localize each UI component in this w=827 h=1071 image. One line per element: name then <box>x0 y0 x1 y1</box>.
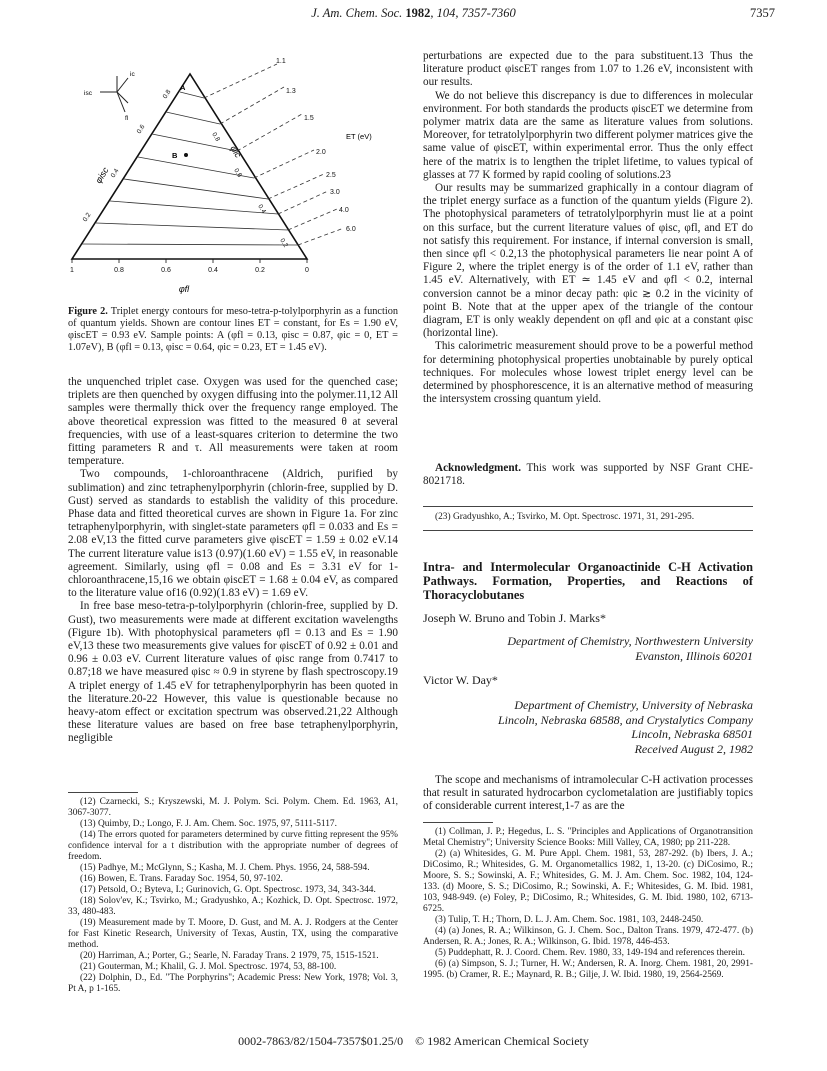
contour-label-3: 1.5 <box>304 115 314 122</box>
reference-item: (12) Czarnecki, S.; Kryszewski, M. J. Polym. Sci. Polym. Chem. Ed. 1963, A1, 3067-3077. <box>68 797 398 818</box>
contour-label-8: 6.0 <box>346 226 356 233</box>
reference-item: (13) Quimby, D.; Longo, F. J. Am. Chem. Soc. 1975, 97, 5111-5117. <box>80 819 337 829</box>
right-paragraph-1: perturbations are expected due to the para substituent.13 Thus the literature product φiscET ranges from 1.07 to 1.26 eV, inconsistent with our results. <box>423 50 753 89</box>
reference-23 <box>423 512 753 523</box>
reference-item: (4) (a) Jones, R. A.; Wilkinson, G. J. Chem. Soc., Dalton Trans. 1979, 472-477. (b) Andersen, R. A.; Jones, R. A.; Wilkinson, G. Ibid. 1978, 446-453. <box>423 926 753 947</box>
journal-name: J. Am. Chem. Soc. <box>311 6 403 20</box>
left-tick-1: 0.2 <box>81 211 93 224</box>
energy-axis-label: ET (eV) <box>346 132 372 141</box>
right-column-body <box>423 50 753 406</box>
journal-volume: 104 <box>436 6 456 20</box>
contour-label-1: 1.1 <box>276 58 286 65</box>
left-column-body <box>68 376 398 746</box>
footer-code: 0002-7863/82/1504-7357$01.25/0 <box>238 1034 404 1048</box>
reference-item: (21) Gouterman, M.; Khalil, G. J. Mol. Spectrosc. 1974, 53, 88-100. <box>80 962 337 972</box>
right-axis-label: φic <box>228 143 244 160</box>
acknowledgment <box>423 462 753 488</box>
section-rule-2 <box>423 530 753 531</box>
bottom-tick-6: 0 <box>305 267 309 274</box>
left-axis-label: φisc <box>93 165 111 186</box>
right-references <box>423 827 753 981</box>
affiliation-line: Lincoln, Nebraska 68501 <box>631 727 753 741</box>
bottom-tick-4: 0.4 <box>208 267 218 274</box>
caption-label: Figure 2. <box>68 306 108 317</box>
ack-label: Acknowledgment. <box>435 462 522 474</box>
bottom-axis-label: φfl <box>178 284 190 294</box>
article-intro <box>423 774 753 814</box>
bottom-tick-5: 0.2 <box>255 267 265 274</box>
figure-caption <box>68 306 398 354</box>
authors-2: Victor W. Day* <box>423 673 498 687</box>
reference-item: (19) Measurement made by T. Moore, D. Gust, and M. A. J. Rodgers at the Center for Fast Kinetic Research, University of Texas, Austin, TX, using the comparative method. <box>68 918 398 950</box>
reference-item: (14) The errors quoted for parameters determined by curve fitting represent the 95% confidence interval for a t distribution with the appropriate number of degrees of freedom. <box>68 830 398 862</box>
compass-isc: isc <box>84 90 92 97</box>
contour-label-2: 1.3 <box>286 88 296 95</box>
contour-label-7: 4.0 <box>339 207 349 214</box>
caption-text: Triplet energy contours for meso-tetra-p-tolylporphyrin as a function of quantum yields. Shown are contour lines ET = constant, for Es = 1.90 eV, φiscET = 0.93 eV. Sample points: A (φfl = 0.13, φisc = 0.87, φic = 0, ET = 1.07eV), B (φfl = 0.13, φisc = 0.64, φic = 0.23, ET = 1.45 eV). <box>68 306 398 353</box>
affiliation-line: Department of Chemistry, Northwestern University <box>507 634 753 648</box>
intro-paragraph: The scope and mechanisms of intramolecular C-H activation processes that result in saturated hydrocarbon cyclometalation are justifiably topics of considerable current interest,1-7 as are the <box>423 774 753 813</box>
ack-text: This work was supported by NSF Grant CHE-8021718. <box>423 462 753 488</box>
left-paragraph-3: In free base meso-tetra-p-tolylporphyrin (chlorin-free, supplied by D. Gust), two measurements were made at different excitation wavelengths (Figure 1b). With photophysical parameters φfl = 0.13 and Es = 1.90 eV,13 these two measurements give values for φiscET of 0.92 ± 0.01 and 0.96 ± 0.03 eV. Current literature values of φisc range from 0.7417 to 0.87;18 we have measured φisc ≈ 0.9 in styrene by flash spectroscopy.19 A triplet energy of 1.45 eV for tetraphenylporphyrin has been quoted in the literature.20-22 However, this value is questionable because no heavy-atom effect or excitation spectrum was observed.21,22 Although these literature values are based on free base tetraphenylporphyrin, negligible <box>68 600 398 745</box>
left-tick-4: 0.8 <box>161 88 173 101</box>
footer-copyright: © 1982 American Chemical Society <box>415 1034 589 1048</box>
affiliation-line: Lincoln, Nebraska 68588, and Crystalytics Company <box>498 712 753 727</box>
affiliation-line: Department of Chemistry, University of Nebraska <box>514 698 753 712</box>
left-tick-3: 0.6 <box>135 123 147 136</box>
footnote-rule-right <box>423 822 493 823</box>
compass-fl: fl <box>125 115 129 122</box>
reference-item: (20) Harriman, A.; Porter, G.; Searle, N. Faraday Trans. 2 1979, 75, 1515-1521. <box>80 951 379 961</box>
page-footer <box>0 1034 827 1049</box>
section-rule <box>423 506 753 507</box>
affiliation-1 <box>423 634 753 663</box>
compass-ic: ic <box>130 71 135 78</box>
reference-item: (3) Tulip, T. H.; Thorn, D. L. J. Am. Chem. Soc. 1981, 103, 2448-2450. <box>435 915 704 925</box>
left-paragraph-2: Two compounds, 1-chloroanthracene (Aldrich, purified by sublimation) and zinc tetraphenylporphyrin (chlorin-free, supplied by D. Gust) served as standards to establish the validity of this procedure. Phase data and fitted theoretical curves are shown in Figure 1a. For zinc tetraphenylporphyrin, with singlet-state parameters φfl = 0.033 and Es = 2.08 eV,13 the fitted curve parameters give φiscET = 1.59 ± 0.02 eV.14 The current literature value is13 (0.97)(1.60 eV) = 1.55 eV, in reasonable agreement. Similarly, using φfl = 0.08 and Es = 3.31 eV for 1-chloroanthracene,15,16 we obtain φiscET = 1.68 ± 0.04 eV, as compared to the literature value of16 (0.92)(1.83 eV) = 1.69 eV. <box>68 468 398 600</box>
left-references <box>68 797 398 995</box>
right-tick-1: 0.8 <box>210 131 222 143</box>
journal-pages: 7357-7360 <box>461 6 516 20</box>
compass-icon <box>100 76 128 112</box>
reference-item: (15) Padhye, M.; McGlynn, S.; Kasha, M. J. Chem. Phys. 1956, 24, 588-594. <box>80 863 370 873</box>
right-tick-4: 0.2 <box>278 237 290 249</box>
right-tick-2: 0.6 <box>232 167 244 179</box>
reference-item: (16) Bowen, E. Trans. Faraday Soc. 1954, 50, 97-102. <box>80 874 283 884</box>
point-a-label: A <box>180 83 186 92</box>
reference-item: (17) Petsold, O.; Byteva, I.; Gurinovich, G. Opt. Spectrosc. 1973, 34, 343-344. <box>80 885 376 895</box>
footnote-rule-left <box>68 792 138 793</box>
journal-year: 1982 <box>405 6 431 20</box>
right-paragraph-2: We do not believe this discrepancy is due to differences in molecular environment. For both standards the products φiscET we determine from polymer matrix data are the same as literature values from solutions. Moreover, for tetratolylporphyrin two different polymer matrices give the same value of φiscET, within experimental error. Thus the only effect here of the matrix is to lengthen the triplet lifetime, to values typical of glasses at 77 K formed by rapid cooling of solutions.23 <box>423 89 753 181</box>
reference-item: (23) Gradyushko, A.; Tsvirko, M. Opt. Spectrosc. 1971, 31, 291-295. <box>435 512 695 522</box>
reference-item: (22) Dolphin, D., Ed. "The Porphyrins"; Academic Press: New York, 1978; Vol. 3, Pt A, p 1-165. <box>68 973 398 994</box>
running-header: J. Am. Chem. Soc. 1982, 104, 7357-7360 <box>311 6 516 20</box>
right-paragraph-3: Our results may be summarized graphically in a contour diagram of the triplet energy surface as a function of the quantum yields (Figure 2). The photophysical parameters of tetratolylporphyrin must lie at a point on this surface, but the current literature values of φisc, φfl, and ET do not satisfy this requirement. For instance, if internal conversion is small, then since φfl < 0.2,13 the photophysical parameters lie near point A of Figure 2, where the triplet energy is of the order of 1.1 eV, rather than 1.45 eV. Alternatively, with ET ≃ 1.45 eV and φfl < 0.2, internal conversion cannot be a minor decay path: φic ≳ 0.2 in the vicinity of point B. Note that at the upper apex of the triangle of the contour diagram, ET is only weakly dependent on φfl and φic at a constant φisc (horizontal line). <box>423 182 753 340</box>
left-paragraph-1: the unquenched triplet case. Oxygen was used for the quenched case; triplets are then quenched by oxygen diffusing into the polymer.11,12 All samples were thermally thick over the frequency range employed. The above theoretical expression was fitted to the measured θ at several frequencies, with use of a least-squares criterion to determine the two fitting parameters R and τ. All measurements were taken at room temperature. <box>68 376 398 468</box>
reference-item: (5) Puddephatt, R. J. Coord. Chem. Rev. 1980, 33, 149-194 and references therein. <box>435 948 746 958</box>
affiliation-2 <box>423 698 753 756</box>
bottom-tick-3: 0.6 <box>161 267 171 274</box>
contour-label-5: 2.5 <box>326 172 336 179</box>
authors-1: Joseph W. Bruno and Tobin J. Marks* <box>423 611 606 625</box>
contour-label-6: 3.0 <box>330 189 340 196</box>
reference-item: (2) (a) Whitesides, G. M. Pure Appl. Chem. 1981, 53, 287-292. (b) Ibers, J. A.; DiCosimo, R.; Whitesides, G. M. Organometallics 1982, 1, 13-20. (c) DiCosimo, R.; Moore, S. S.; Sowinski, A. F.; Whitesides, G. M. J. Am. Chem. Soc. 1982, 104, 124-133. (d) Moore, S. S.; DiCosimo, R.; Sowinski, A. F.; Whitesides, G. M. Ibid. 1981, 103, 948-949. (e) Foley, P.; DiCosimo, R.; Whitesides, G. M. Ibid. 1980, 102, 6713-6725. <box>423 849 753 914</box>
right-paragraph-4: This calorimetric measurement should prove to be a powerful method for determining photophysical properties unobtainable by purely optical techniques. For molecules whose lowest triplet energy level can be determined by phosphorescence, it is an alternative method of measuring the intersystem crossing quantum yield. <box>423 340 753 406</box>
reference-item: (1) Collman, J. P.; Hegedus, L. S. "Principles and Applications of Organotransition Metal Chemistry"; University Science Books: Mill Valley, CA, 1980; pp 211-228. <box>423 827 753 848</box>
received-date: Received August 2, 1982 <box>634 741 753 756</box>
reference-item: (6) (a) Simpson, S. J.; Turner, H. W.; Andersen, R. A. Inorg. Chem. 1981, 20, 2991-1995. (b) Cramer, R. E.; Maynard, R. B.; Gilje, J. W. Ibid. 1980, 19, 2564-2569. <box>423 959 753 980</box>
page-number: 7357 <box>750 6 775 20</box>
left-tick-2: 0.4 <box>109 167 121 180</box>
figure-2-contour-diagram <box>62 54 402 304</box>
contour-label-4: 2.0 <box>316 149 326 156</box>
article-title: Intra- and Intermolecular Organoactinide C-H Activation Pathways. Formation, Properties, and Reactions of Thoracyclobutanes <box>423 560 753 602</box>
point-b-label: B <box>172 151 178 160</box>
point-b-marker <box>184 153 188 157</box>
bottom-tick-1: 1 <box>70 267 74 274</box>
affiliation-line: Evanston, Illinois 60201 <box>635 648 753 663</box>
right-tick-3: 0.4 <box>256 203 268 215</box>
bottom-tick-2: 0.8 <box>114 267 124 274</box>
reference-item: (18) Solov'ev, K.; Tsvirko, M.; Gradyushko, A.; Kozhick, D. Opt. Spectrosc. 1972, 33, 480-483. <box>68 896 398 917</box>
